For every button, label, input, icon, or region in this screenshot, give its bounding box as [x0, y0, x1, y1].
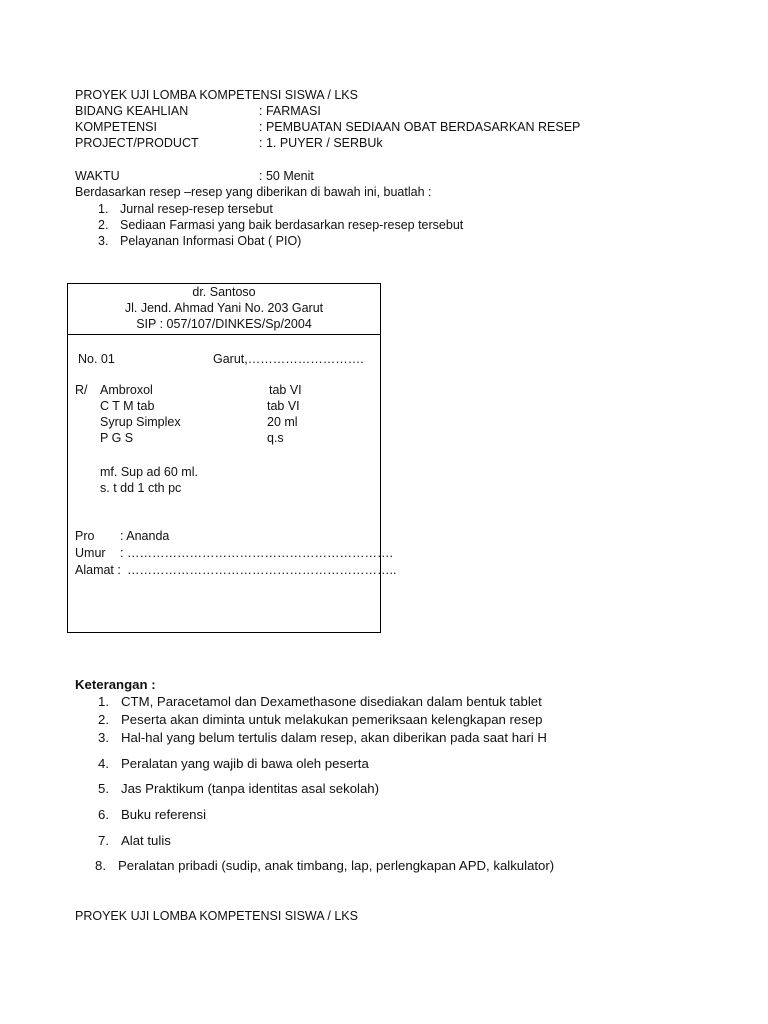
- doctor-name: dr. Santoso: [192, 285, 256, 299]
- item-number: 8.: [95, 858, 106, 873]
- drug-qty: tab VI: [267, 399, 300, 413]
- prescription-place-date: Garut,……………………….: [213, 352, 364, 366]
- field-label: WAKTU: [75, 169, 120, 183]
- item-text: Sediaan Farmasi yang baik berdasarkan resep-resep tersebut: [120, 218, 464, 232]
- umur-value: : ……………………………………………………….: [120, 546, 393, 560]
- mf-instruction: mf. Sup ad 60 ml.: [100, 465, 198, 479]
- item-number: 5.: [98, 781, 109, 796]
- drug-name: C T M tab: [100, 399, 155, 413]
- item-text: CTM, Paracetamol dan Dexamethasone disediakan dalam bentuk tablet: [121, 694, 542, 709]
- item-text: Jas Praktikum (tanpa identitas asal sekolah): [121, 781, 380, 796]
- drug-name: P G S: [100, 431, 134, 445]
- item-number: 7.: [98, 833, 109, 848]
- drug-qty: tab VI: [269, 383, 302, 397]
- item-number: 3.: [98, 234, 109, 248]
- item-text: Pelayanan Informasi Obat ( PIO): [120, 234, 302, 248]
- recipe-symbol: R/: [75, 383, 88, 397]
- item-text: Buku referensi: [121, 807, 207, 822]
- field-label: PROJECT/PRODUCT: [75, 136, 199, 150]
- prescription-number: No. 01: [78, 352, 115, 366]
- item-number: 6.: [98, 807, 109, 822]
- field-label: BIDANG KEAHLIAN: [75, 104, 189, 118]
- field-value: : FARMASI: [259, 104, 321, 118]
- item-number: 1.: [98, 202, 109, 216]
- pro-value: : Ananda: [120, 529, 170, 543]
- field-value: : 50 Menit: [259, 169, 314, 183]
- instructions-intro: Berdasarkan resep –resep yang diberikan di bawah ini, buatlah :: [75, 185, 432, 199]
- field-label: KOMPETENSI: [75, 120, 157, 134]
- item-text: Alat tulis: [121, 833, 171, 848]
- field-value: : PEMBUATAN SEDIAAN OBAT BERDASARKAN RESEP: [259, 120, 581, 134]
- item-number: 1.: [98, 694, 109, 709]
- item-number: 2.: [98, 712, 109, 727]
- signa-instruction: s. t dd 1 cth pc: [100, 481, 182, 495]
- document-title: PROYEK UJI LOMBA KOMPETENSI SISWA / LKS: [75, 88, 358, 102]
- drug-qty: q.s: [267, 431, 284, 445]
- item-number: 3.: [98, 730, 109, 745]
- footer-title: PROYEK UJI LOMBA KOMPETENSI SISWA / LKS: [75, 909, 358, 923]
- drug-qty: 20 ml: [267, 415, 298, 429]
- item-number: 4.: [98, 756, 109, 771]
- field-value: : 1. PUYER / SERBUk: [259, 136, 383, 150]
- alamat-label: Alamat :: [75, 563, 121, 577]
- alamat-value: ………………………………………………………..: [127, 563, 397, 577]
- prescription-divider: [68, 334, 380, 335]
- prescription-box: [67, 283, 397, 633]
- item-text: Peserta akan diminta untuk melakukan pemeriksaan kelengkapan resep: [121, 712, 543, 727]
- drug-name: Ambroxol: [100, 383, 153, 397]
- item-text: Peralatan pribadi (sudip, anak timbang, lap, perlengkapan APD, kalkulator): [118, 858, 555, 873]
- doctor-sip: SIP : 057/107/DINKES/Sp/2004: [136, 317, 312, 331]
- keterangan-title: Keterangan :: [75, 677, 156, 692]
- doctor-address: Jl. Jend. Ahmad Yani No. 203 Garut: [124, 301, 324, 315]
- drug-name: Syrup Simplex: [100, 415, 181, 429]
- pro-label: Pro: [75, 529, 95, 543]
- umur-label: Umur: [75, 546, 106, 560]
- item-text: Hal-hal yang belum tertulis dalam resep, akan diberikan pada saat hari H: [121, 730, 547, 745]
- item-text: Jurnal resep-resep tersebut: [120, 202, 273, 216]
- item-text: Peralatan yang wajib di bawa oleh peserta: [121, 756, 369, 771]
- item-number: 2.: [98, 218, 109, 232]
